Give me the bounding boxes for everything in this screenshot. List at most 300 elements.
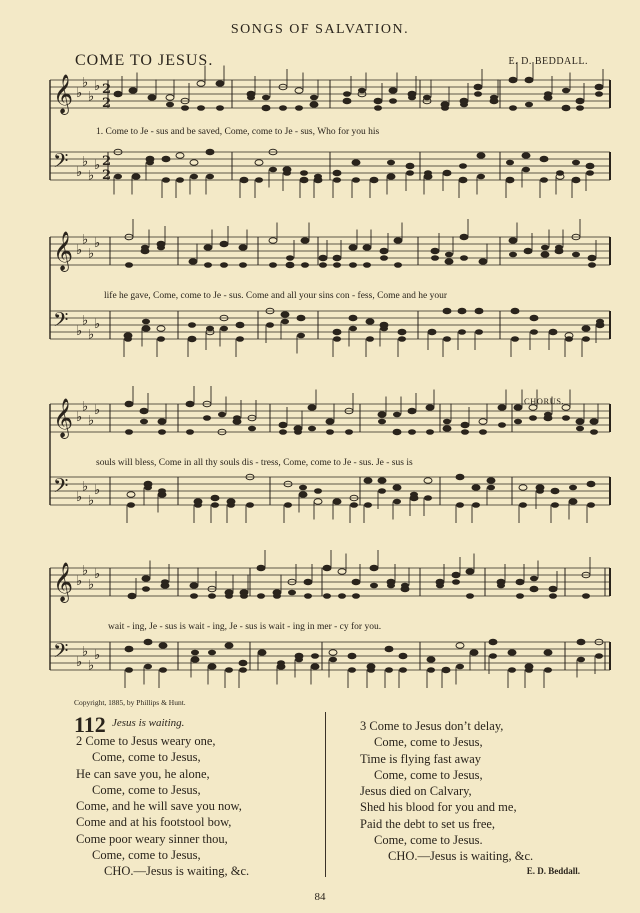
note-head <box>458 329 466 335</box>
flat-icon: ♭ <box>88 493 95 509</box>
flat-icon: ♭ <box>88 577 95 593</box>
note-head <box>408 408 416 414</box>
note-head <box>194 502 202 508</box>
note-head <box>190 583 198 589</box>
note-head <box>166 95 174 101</box>
note-head <box>266 322 274 328</box>
note-head <box>352 579 360 585</box>
note-head <box>300 170 308 176</box>
note-head <box>511 336 519 342</box>
note-head <box>364 478 372 484</box>
flat-icon: ♭ <box>82 75 89 91</box>
note-head <box>338 593 346 599</box>
note-head <box>393 412 401 418</box>
note-head <box>220 241 228 247</box>
note-head <box>279 422 287 428</box>
note-head <box>562 415 570 421</box>
note-head <box>370 583 378 589</box>
note-head <box>443 170 451 176</box>
note-head <box>541 252 549 258</box>
note-head <box>326 429 334 435</box>
flat-icon: ♭ <box>94 79 101 94</box>
note-head <box>299 485 307 491</box>
note-head <box>308 405 316 411</box>
note-head <box>189 259 197 265</box>
note-head <box>225 643 233 649</box>
note-head <box>300 177 308 183</box>
composer: E. D. BEDDALL. <box>508 56 588 67</box>
note-head <box>549 329 557 335</box>
note-head <box>590 419 598 425</box>
note-head <box>283 170 291 176</box>
note-head <box>236 336 244 342</box>
note-head <box>452 572 460 578</box>
note-head <box>472 502 480 508</box>
verse-line: He can save you, he alone, <box>76 766 210 781</box>
note-head <box>176 153 184 159</box>
note-head <box>536 488 544 494</box>
note-head <box>398 336 406 342</box>
note-head <box>218 412 226 418</box>
page-number: 84 <box>314 891 326 903</box>
note-head <box>358 88 366 94</box>
note-head <box>586 170 594 176</box>
flat-icon: ♭ <box>88 327 95 343</box>
verse-line: 3 Come to Jesus don’t delay, <box>360 719 504 733</box>
note-head <box>587 481 595 487</box>
verse-line: Paid the debt to set us free, <box>360 816 496 831</box>
note-head <box>565 336 573 342</box>
flat-icon: ♭ <box>94 567 101 582</box>
note-head <box>393 429 401 435</box>
note-head <box>128 593 136 599</box>
note-head <box>262 105 270 111</box>
note-head <box>333 499 341 505</box>
note-head <box>258 650 266 656</box>
note-head <box>399 667 407 673</box>
note-head <box>549 593 557 599</box>
note-head <box>248 426 256 432</box>
note-head <box>239 660 247 666</box>
verse-line: Come poor weary sinner thou, <box>76 831 228 846</box>
note-head <box>161 579 169 585</box>
note-head <box>125 401 133 407</box>
verse-line: 2 Come to Jesus weary one, <box>76 734 216 748</box>
note-head <box>509 252 517 258</box>
note-head <box>472 485 480 491</box>
note-head <box>596 319 604 325</box>
note-head <box>479 419 487 425</box>
note-head <box>406 170 414 176</box>
note-head <box>509 238 517 244</box>
note-head <box>530 576 538 582</box>
note-head <box>380 255 388 261</box>
time-signature-bottom: 2 <box>102 168 112 183</box>
note-head <box>314 499 322 505</box>
note-head <box>475 308 483 314</box>
note-head <box>389 88 397 94</box>
note-head <box>208 650 216 656</box>
note-head <box>114 174 122 180</box>
note-head <box>378 419 386 425</box>
note-head <box>158 429 166 435</box>
flat-icon: ♭ <box>76 86 83 101</box>
note-head <box>333 336 341 342</box>
note-head <box>142 586 150 592</box>
note-head <box>345 429 353 435</box>
note-head <box>308 426 316 432</box>
flat-icon: ♭ <box>88 413 95 429</box>
note-head <box>378 478 386 484</box>
flat-icon: ♭ <box>94 403 101 418</box>
note-head <box>441 105 449 111</box>
note-head <box>186 401 194 407</box>
note-head <box>576 98 584 104</box>
note-head <box>497 583 505 589</box>
flat-icon: ♭ <box>82 313 89 329</box>
note-head <box>144 485 152 491</box>
hymn-number: 112 <box>74 712 106 737</box>
note-head <box>157 326 165 332</box>
flat-icon: ♭ <box>82 232 89 248</box>
note-head <box>279 429 287 435</box>
note-head <box>582 336 590 342</box>
note-head <box>348 667 356 673</box>
note-head <box>157 245 165 251</box>
flat-icon: ♭ <box>76 410 83 425</box>
note-head <box>323 565 331 571</box>
note-head <box>262 95 270 101</box>
note-head <box>398 329 406 335</box>
note-head <box>569 485 577 491</box>
note-head <box>349 326 357 332</box>
note-head <box>310 95 318 101</box>
flat-icon: ♭ <box>82 154 89 170</box>
note-head <box>338 569 346 575</box>
note-head <box>352 593 360 599</box>
note-head <box>311 653 319 659</box>
note-head <box>188 322 196 328</box>
note-head <box>406 163 414 169</box>
note-head <box>410 492 418 498</box>
note-head <box>514 405 522 411</box>
note-head <box>582 593 590 599</box>
note-head <box>176 177 184 183</box>
verse-2 <box>76 733 249 880</box>
note-head <box>140 408 148 414</box>
flat-icon: ♭ <box>76 324 83 339</box>
note-head <box>208 593 216 599</box>
note-head <box>508 667 516 673</box>
note-head <box>363 262 371 268</box>
note-head <box>211 495 219 501</box>
note-head <box>445 252 453 258</box>
note-head <box>456 643 464 649</box>
running-head: SONGS OF SALVATION. <box>230 22 410 37</box>
note-head <box>424 478 432 484</box>
note-head <box>206 174 214 180</box>
note-head <box>572 177 580 183</box>
note-head <box>297 333 305 339</box>
note-head <box>530 315 538 321</box>
credit: E. D. Beddall. <box>526 866 580 876</box>
note-head <box>159 667 167 673</box>
note-head <box>572 160 580 166</box>
note-head <box>239 245 247 251</box>
note-head <box>211 502 219 508</box>
flat-icon: ♭ <box>88 89 95 105</box>
verse-line: Come, come to Jesus. <box>374 833 483 848</box>
note-head <box>294 429 302 435</box>
flat-icon: ♭ <box>76 655 83 670</box>
note-head <box>269 262 277 268</box>
note-head <box>140 419 148 425</box>
note-head <box>366 336 374 342</box>
note-head <box>311 664 319 670</box>
note-head <box>301 262 309 268</box>
note-head <box>240 593 248 599</box>
note-head <box>595 91 603 97</box>
note-head <box>423 95 431 101</box>
note-head <box>587 502 595 508</box>
note-head <box>333 255 341 261</box>
note-head <box>295 105 303 111</box>
note-head <box>304 593 312 599</box>
flat-icon: ♭ <box>76 243 83 258</box>
note-head <box>461 429 469 435</box>
note-head <box>487 485 495 491</box>
note-head <box>509 105 517 111</box>
note-head <box>310 102 318 108</box>
note-head <box>125 667 133 673</box>
bass-clef-icon: 𝄢 <box>53 308 69 336</box>
note-head <box>279 105 287 111</box>
note-head <box>157 336 165 342</box>
note-head <box>162 156 170 162</box>
note-head <box>459 163 467 169</box>
note-head <box>443 426 451 432</box>
note-head <box>277 660 285 666</box>
note-head <box>127 502 135 508</box>
note-head <box>475 329 483 335</box>
note-head <box>394 238 402 244</box>
note-head <box>299 492 307 498</box>
note-head <box>431 248 439 254</box>
note-head <box>286 262 294 268</box>
note-head <box>319 255 327 261</box>
note-head <box>125 429 133 435</box>
note-head <box>456 664 464 670</box>
note-head <box>525 102 533 108</box>
note-head <box>551 502 559 508</box>
note-head <box>474 84 482 90</box>
note-head <box>162 177 170 183</box>
note-head <box>269 167 277 173</box>
verse-line: Come, come to Jesus, <box>374 767 483 782</box>
note-head <box>255 177 263 183</box>
note-head <box>158 488 166 494</box>
note-head <box>519 485 527 491</box>
note-head <box>127 492 135 498</box>
note-head <box>428 329 436 335</box>
note-head <box>125 646 133 652</box>
note-head <box>144 664 152 670</box>
note-head <box>525 667 533 673</box>
note-head <box>530 329 538 335</box>
note-head <box>456 474 464 480</box>
note-head <box>186 429 194 435</box>
note-head <box>541 245 549 251</box>
bass-clef-icon: 𝄢 <box>53 149 69 177</box>
note-head <box>297 315 305 321</box>
note-head <box>343 91 351 97</box>
note-head <box>286 255 294 261</box>
note-head <box>576 105 584 111</box>
note-head <box>343 98 351 104</box>
note-head <box>588 255 596 261</box>
note-head <box>460 234 468 240</box>
verse-3 <box>360 718 533 865</box>
note-head <box>524 248 532 254</box>
note-head <box>158 419 166 425</box>
time-signature-top: 2 <box>102 154 112 169</box>
column-divider <box>325 712 326 877</box>
note-head <box>366 319 374 325</box>
note-head <box>349 262 357 268</box>
note-head <box>582 326 590 332</box>
flat-icon: ♭ <box>76 490 83 505</box>
note-head <box>281 319 289 325</box>
note-head <box>329 650 337 656</box>
note-head <box>590 429 598 435</box>
note-head <box>208 664 216 670</box>
note-head <box>436 583 444 589</box>
note-head <box>477 153 485 159</box>
note-head <box>323 593 331 599</box>
note-head <box>408 95 416 101</box>
note-head <box>203 415 211 421</box>
note-head <box>236 322 244 328</box>
note-head <box>459 177 467 183</box>
verse-line: Come, come to Jesus, <box>374 735 483 750</box>
bass-clef-icon: 𝄢 <box>53 474 69 502</box>
note-head <box>124 336 132 342</box>
note-head <box>466 569 474 575</box>
note-head <box>380 326 388 332</box>
note-head <box>525 77 533 83</box>
note-head <box>556 170 564 176</box>
note-head <box>426 405 434 411</box>
flat-icon: ♭ <box>88 168 95 184</box>
chorus-mark: CHORUS. <box>524 396 565 406</box>
note-head <box>562 88 570 94</box>
note-head <box>443 336 451 342</box>
note-head <box>141 245 149 251</box>
note-head <box>301 238 309 244</box>
treble-clef-icon: 𝄞 <box>53 231 74 271</box>
note-head <box>424 495 432 501</box>
note-head <box>544 667 552 673</box>
verse-line: Come, and he will save you now, <box>76 799 242 814</box>
note-head <box>452 579 460 585</box>
note-head <box>522 153 530 159</box>
note-head <box>393 499 401 505</box>
note-head <box>442 667 450 673</box>
note-head <box>144 639 152 645</box>
note-head <box>314 488 322 494</box>
note-head <box>595 84 603 90</box>
note-head <box>508 650 516 656</box>
note-head <box>572 252 580 258</box>
note-head <box>190 160 198 166</box>
note-head <box>349 315 357 321</box>
note-head <box>489 639 497 645</box>
note-head <box>257 593 265 599</box>
note-head <box>284 502 292 508</box>
note-head <box>216 81 224 87</box>
note-head <box>216 105 224 111</box>
note-head <box>333 329 341 335</box>
note-head <box>443 308 451 314</box>
note-head <box>426 429 434 435</box>
note-head <box>470 650 478 656</box>
note-head <box>551 488 559 494</box>
note-head <box>427 657 435 663</box>
note-head <box>326 419 334 425</box>
note-head <box>586 163 594 169</box>
note-head <box>530 586 538 592</box>
note-head <box>576 419 584 425</box>
note-head <box>577 657 585 663</box>
note-head <box>350 502 358 508</box>
note-head <box>363 245 371 251</box>
note-head <box>132 174 140 180</box>
note-head <box>370 177 378 183</box>
note-head <box>191 650 199 656</box>
note-head <box>125 262 133 268</box>
time-signature-bottom: 2 <box>102 96 112 111</box>
note-head <box>516 593 524 599</box>
note-head <box>498 422 506 428</box>
note-head <box>190 593 198 599</box>
lyric-line-4: wait - ing, Je - sus is wait - ing, Je - sus is wait - ing in mer - cy for you. <box>108 622 382 632</box>
note-head <box>509 77 517 83</box>
note-head <box>522 167 530 173</box>
note-head <box>544 650 552 656</box>
flat-icon: ♭ <box>94 648 101 663</box>
treble-clef-icon: 𝄞 <box>53 562 74 602</box>
note-head <box>456 502 464 508</box>
note-head <box>288 590 296 596</box>
note-head <box>240 177 248 183</box>
note-head <box>549 586 557 592</box>
note-head <box>225 593 233 599</box>
note-head <box>431 255 439 261</box>
note-head <box>394 262 402 268</box>
treble-clef-icon: 𝄞 <box>53 74 74 114</box>
note-head <box>220 262 228 268</box>
note-head <box>333 177 341 183</box>
note-head <box>129 88 137 94</box>
note-head <box>295 657 303 663</box>
note-head <box>562 105 570 111</box>
flat-icon: ♭ <box>76 165 83 180</box>
note-head <box>206 149 214 155</box>
note-head <box>445 259 453 265</box>
note-head <box>181 105 189 111</box>
note-head <box>333 170 341 176</box>
note-head <box>190 174 198 180</box>
